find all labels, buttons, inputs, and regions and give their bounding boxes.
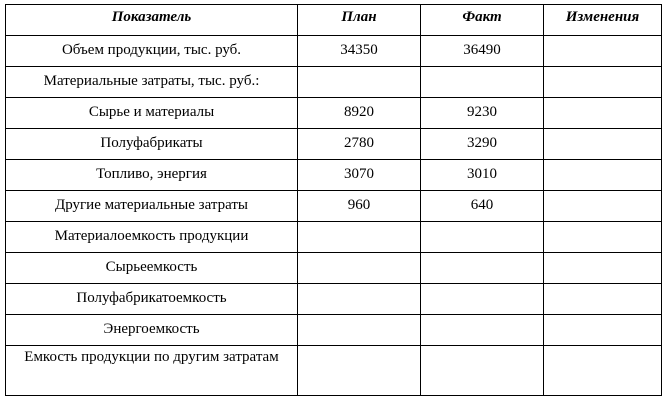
table-row (6, 222, 662, 253)
table-row (6, 129, 662, 160)
indicators-table (5, 4, 662, 396)
fact-cell (421, 284, 544, 315)
row-label: Емкость продукции по другим затратам (6, 346, 298, 396)
fact-cell (421, 253, 544, 284)
plan-cell (298, 284, 421, 315)
change-cell (544, 346, 662, 396)
plan-cell (298, 253, 421, 284)
plan-cell: 2780 (298, 129, 421, 160)
change-cell (544, 253, 662, 284)
row-label: Сырьеемкость (6, 253, 298, 284)
row-label: Материальные затраты, тыс. руб.: (6, 67, 298, 98)
table-row (6, 191, 662, 222)
table-row (6, 315, 662, 346)
row-label: Материалоемкость продукции (6, 222, 298, 253)
table-row (6, 98, 662, 129)
fact-cell (421, 67, 544, 98)
fact-cell: 3290 (421, 129, 544, 160)
header-changes: Изменения (544, 5, 662, 36)
fact-cell: 9230 (421, 98, 544, 129)
table-row (6, 67, 662, 98)
row-label: Сырье и материалы (6, 98, 298, 129)
fact-cell: 3010 (421, 160, 544, 191)
row-label: Объем продукции, тыс. руб. (6, 36, 298, 67)
row-label: Другие материальные затраты (6, 191, 298, 222)
change-cell (544, 284, 662, 315)
table-row (6, 346, 662, 396)
table-row (6, 253, 662, 284)
header-fact: Факт (421, 5, 544, 36)
change-cell (544, 98, 662, 129)
fact-cell (421, 346, 544, 396)
table-row (6, 160, 662, 191)
table-row (6, 284, 662, 315)
change-cell (544, 222, 662, 253)
row-label: Полуфабрикаты (6, 129, 298, 160)
change-cell (544, 315, 662, 346)
plan-cell: 34350 (298, 36, 421, 67)
change-cell (544, 36, 662, 67)
plan-cell: 960 (298, 191, 421, 222)
fact-cell (421, 315, 544, 346)
plan-cell: 3070 (298, 160, 421, 191)
change-cell (544, 191, 662, 222)
row-label: Энергоемкость (6, 315, 298, 346)
header-plan: План (298, 5, 421, 36)
row-label: Топливо, энергия (6, 160, 298, 191)
plan-cell (298, 67, 421, 98)
fact-cell: 36490 (421, 36, 544, 67)
plan-cell (298, 315, 421, 346)
plan-cell (298, 222, 421, 253)
plan-cell (298, 346, 421, 396)
table-row (6, 36, 662, 67)
fact-cell: 640 (421, 191, 544, 222)
header-indicator: Показатель (6, 5, 298, 36)
change-cell (544, 129, 662, 160)
row-label: Полуфабрикатоемкость (6, 284, 298, 315)
plan-cell: 8920 (298, 98, 421, 129)
table-header-row (6, 5, 662, 36)
change-cell (544, 67, 662, 98)
fact-cell (421, 222, 544, 253)
change-cell (544, 160, 662, 191)
